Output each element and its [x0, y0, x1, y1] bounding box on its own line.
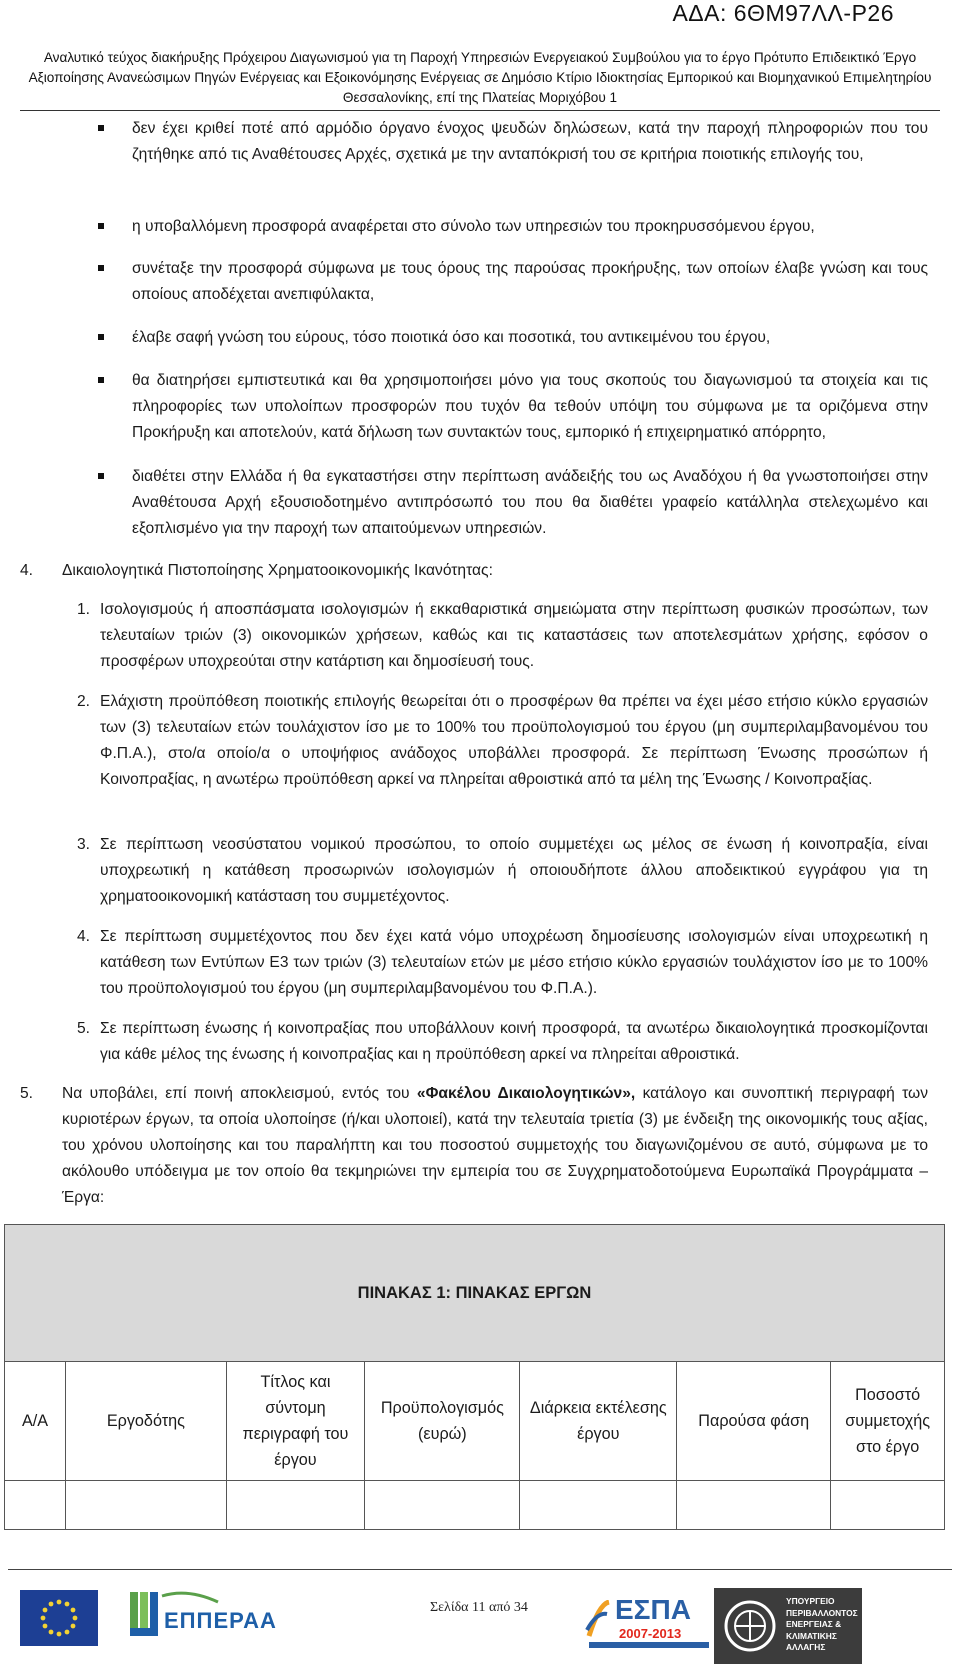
espa-logo: [585, 1590, 715, 1652]
item-text: Σε περίπτωση ένωσης ή κοινοπραξίας που υποβάλλουν κοινή προσφορά, τα ανωτέρω δικαιολογητικά προσκομίζονται για κάθε μέλος της ένωσης ή κοινοπραξίας και η προϋπόθεση αρκεί να πληρείται αθροιστικά.: [100, 1020, 928, 1063]
column-header: Α/Α: [5, 1362, 66, 1481]
ministry-emblem-icon: [722, 1598, 778, 1654]
bullet-item: έλαβε σαφή γνώση του εύρους, τόσο ποιοτικά όσο και ποσοτικά, του αντικειμένου του έργου,: [132, 325, 928, 351]
bullet-item: συνέταξε την προσφορά σύμφωνα με τους όρους της παρούσας προκήρυξης, των οποίων έλαβε γνώση και τους οποίους αποδέχεται ανεπιφύλακτα,: [132, 256, 928, 308]
section-text-start: Να υποβάλει, επί ποινή αποκλεισμού, εντός του: [62, 1085, 417, 1102]
column-header: Εργοδότης: [66, 1362, 227, 1481]
ministry-logo-text: [786, 1596, 858, 1654]
table-header-row: [5, 1362, 945, 1481]
document-code: ΑΔΑ: 6ΘΜ97ΛΛ-Ρ26: [672, 0, 894, 26]
ministry-logo-line: ΕΝΕΡΓΕΙΑΣ &: [786, 1619, 842, 1629]
column-header: Ποσοστό συμμετοχής στο έργο: [831, 1362, 945, 1481]
ministry-logo-line: ΚΛΙΜΑΤΙΚΗΣ: [786, 1630, 837, 1641]
column-header: Τίτλος και σύντομη περιγραφή του έργου: [226, 1362, 365, 1481]
ministry-logo-line: ΥΠΟΥΡΓΕΙΟ: [786, 1596, 835, 1606]
eu-flag-logo: [20, 1590, 98, 1651]
header-line-3: Θεσσαλονίκης, επί της Πλατείας Μοριχόβου 1: [342, 90, 618, 105]
ministry-logo-line: ΠΕΡΙΒΑΛΛΟΝΤΟΣ: [786, 1607, 858, 1618]
section-number: 4.: [20, 562, 34, 579]
bullet-item: δεν έχει κριθεί ποτέ από αρμόδιο όργανο ένοχος ψευδών δηλώσεων, κατά την παροχή πληροφοριών που του ζητήθηκε από τις Αναθέτουσες Αρχές, σχετικά με την ανταπόκρισή του σε κριτήρια ποιοτικής επιλογής του,: [132, 116, 928, 168]
item-number: 1.: [76, 601, 90, 618]
section-title: Δικαιολογητικά Πιστοποίησης Χρηματοοικονομικής Ικανότητας:: [62, 562, 493, 579]
table-cell: [226, 1481, 365, 1530]
espa-logo-text: ΕΣΠΑ: [615, 1594, 691, 1625]
table-cell: [831, 1481, 945, 1530]
bullet-item: διαθέτει στην Ελλάδα ή θα εγκαταστήσει στην περίπτωση ανάδειξής του ως Αναδόχου ή θα γνωστοποιήσει στην Αναθέτουσα Αρχή εξουσιοδοτημένο αντιπρόσωπό του που θα διαθέτει γραφείο κατάλληλα στελεχωμένο και εξοπλισμένο για την παροχή των απαιτούμενων υπηρεσιών.: [132, 464, 928, 542]
section-number: 5.: [20, 1085, 34, 1102]
column-header: Προϋπολογισμός (ευρώ): [365, 1362, 520, 1481]
item-number: 4.: [76, 928, 90, 945]
ministry-logo-line: ΑΛΛΑΓΗΣ: [786, 1642, 826, 1652]
espa-logo-years: 2007-2013: [619, 1626, 682, 1641]
document-header: [20, 48, 940, 108]
item-text: Ισολογισμούς ή αποσπάσματα ισολογισμών ή εκκαθαριστικά σημειώματα στην περίπτωση φυσικών προσώπων, των τελευταίων τριών (3) οικονομικών χρήσεων, καθώς και τις καταστάσεις των αποτελεσμάτων χρήσης, εφόσον ο προσφέρων υποχρεούται στην κατάρτιση και δημοσίευσή τους.: [100, 601, 928, 670]
table-row: [5, 1481, 945, 1530]
projects-table: [4, 1224, 945, 1530]
header-divider: [20, 110, 940, 111]
header-line-1: Αναλυτικό τεύχος διακήρυξης Πρόχειρου Διαγωνισμού για τη Παροχή Υπηρεσιών Ενεργειακού Συμβούλου για το έργο Πρότυπο Επιδεικτικό Έργο: [43, 50, 917, 65]
espa-emblem-icon: [585, 1600, 613, 1640]
table-cell: [520, 1481, 677, 1530]
footer-divider: [8, 1569, 952, 1570]
bullet-item: η υποβαλλόμενη προσφορά αναφέρεται στο σύνολο των υπηρεσιών του προκηρυσσόμενου έργου,: [132, 214, 928, 240]
item-number: 5.: [76, 1020, 90, 1037]
section-text-end: κατάλογο και συνοπτική περιγραφή των κυριοτέρων έργων, τα οποία υλοποίησε (ή/και υλοποιεί), κατά την τελευταία τριετία (3) με ένδειξη της οικονομικής τους αξίας, του χρόνου υλοποίησης και του παραλήπτη και του ποσοστού συμμετοχής του διαγωνιζομένου σε αυτό, σύμφωνα με το ακόλουθο υπόδειγμα με τον οποίο θα τεκμηριώνει την εμπειρία του σε Συγχρηματοδοτούμενα Ευρωπαϊκά Προγράμματα – Έργα:: [62, 1085, 929, 1206]
espa-logo-bar: [589, 1642, 709, 1648]
table-title: ΠΙΝΑΚΑΣ 1: ΠΙΝΑΚΑΣ ΕΡΓΩΝ: [5, 1225, 945, 1362]
ministry-logo: [714, 1588, 862, 1664]
table-cell: [677, 1481, 831, 1530]
item-text: Σε περίπτωση νεοσύστατου νομικού προσώπου, το οποίο συμμετέχει ως μέλος σε ένωση ή κοινοπραξία, είναι υποχρεωτική η κατάθεση προσωρινών ισολογισμών ή οποιουδήποτε άλλου αποδεικτικού εγγράφου για τη χρηματοοικονομική κατάσταση του συμμετέχοντος.: [100, 836, 928, 905]
column-header: Διάρκεια εκτέλεσης έργου: [520, 1362, 677, 1481]
bullet-item: θα διατηρήσει εμπιστευτικά και θα χρησιμοποιήσει μόνο για τους σκοπούς του διαγωνισμού τα στοιχεία και τις πληροφορίες των υπολοίπων προσφορών που τυχόν θα τεθούν υπόψη του σύμφωνα με τα οριζόμενα στην Προκήρυξη και αποτελούν, κατά δήλωση των συντακτών τους, εμπορικό ή επιχειρηματικό απόρρητο,: [132, 368, 928, 446]
eu-flag-icon: [20, 1590, 98, 1646]
section-text: [62, 1081, 928, 1211]
table-cell: [365, 1481, 520, 1530]
epperaa-logo: [128, 1588, 277, 1650]
column-header: Παρούσα φάση: [677, 1362, 831, 1481]
section-text-bold: «Φακέλου Δικαιολογητικών»,: [416, 1085, 636, 1102]
header-line-2: Αξιοποίησης Ανανεώσιμων Πηγών Ενέργειας και Εξοικονόμησης Ενέργειας σε Δημόσιο Κτίριο Ιδιοκτησίας Εμπορικού και Βιομηχανικού Επιμελητηρίου: [28, 70, 932, 85]
page-number: Σελίδα 11 από 34: [430, 1600, 528, 1615]
table-cell: [66, 1481, 227, 1530]
table-cell: [5, 1481, 66, 1530]
epperaa-logo-text: ΕΠΠΕΡΑΑ: [164, 1608, 277, 1633]
item-number: 3.: [76, 836, 90, 853]
item-text: Σε περίπτωση συμμετέχοντος που δεν έχει κατά νόμο υποχρέωση δημοσίευσης ισολογισμών είναι υποχρεωτική η κατάθεση των Εντύπων Ε3 των τριών (3) τελευταίων ετών με μέσο ετήσιο κύκλο εργασιών τουλάχιστον ίσο με το 100% του προϋπολογισμού του έργου (μη συμπεριλαμβανομένου του Φ.Π.Α.).: [100, 928, 928, 997]
item-text: Ελάχιστη προϋπόθεση ποιοτικής επιλογής θεωρείται ότι ο προσφέρων θα πρέπει να έχει μέσο ετήσιο κύκλο εργασιών των (3) τελευταίων ετών τουλάχιστον ίσο με το 100% του προϋπολογισμού του έργου (μη συμπεριλαμβανομένου του Φ.Π.Α.), στο/α οποίο/α ο υποψήφιος ανάδοχος υποβάλλει προσφορά. Σε περίπτωση Ένωσης προσώπων ή Κοινοπραξίας, η ανωτέρω προϋπόθεση αρκεί να πληρείται αθροιστικά από τα μέλη της Ένωσης / Κοινοπραξίας.: [100, 693, 928, 788]
item-number: 2.: [76, 693, 90, 710]
